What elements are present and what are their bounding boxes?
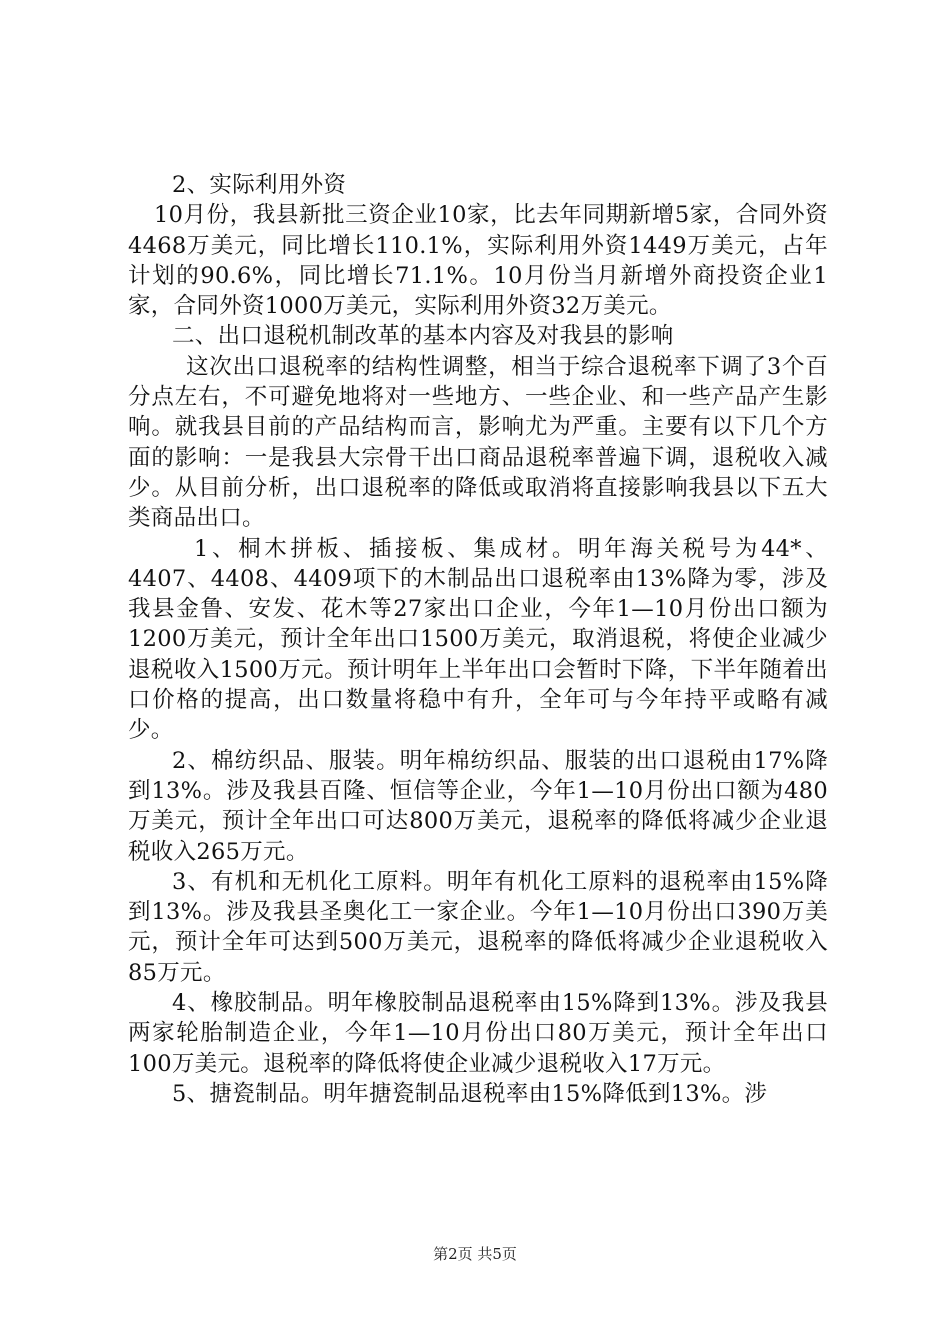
paragraph-item-enamel: 5、搪瓷制品。明年搪瓷制品退税率由15%降低到13%。涉 — [172, 1080, 768, 1107]
paragraph-tax-reform-impact: 这次出口退税率的结构性调整，相当于综合退税率下调了3个百分点左右，不可避免地将对一些地方、一些企业、和一些产品产生影响。就我县目前的产品结构而言，影响尤为严重。主要有以下几个方面的影响：一是我县大宗骨干出口商品退税率普遍下调，退税收入减少。从目前分析，出口退税率的降低或取消将直接影响我县以下五大类商品出口。 — [128, 353, 828, 532]
paragraph-foreign-investment: 10月份，我县新批三资企业10家，比去年同期新增5家，合同外资4468万美元，同比增长110.1%，实际利用外资1449万美元，占年计划的90.6%，同比增长71.1%。10月份当月新增外商投资企业1家，合同外资1000万美元，实际利用外资32万美元。 — [128, 202, 828, 320]
paragraph-item-wood-products: 1、桐木拼板、插接板、集成材。明年海关税号为44*、4407、4408、4409项下的木制品出口退税率由13%降为零，涉及我县金鲁、安发、花木等27家出口企业，今年1—10月份出口额为1200万美元，预计全年出口1500万美元，取消退税，将使企业减少退税收入1500万元。预计明年上半年出口会暂时下降，下半年随着出口价格的提高，出口数量将稳中有升，全年可与今年持平或略有减少。 — [128, 535, 828, 744]
document-body — [128, 170, 828, 1109]
section-heading-tax-reform: 二、出口退税机制改革的基本内容及对我县的影响 — [172, 323, 674, 350]
page-footer: 第2页 共5页 — [433, 1245, 517, 1263]
paragraph-item-chemicals: 3、有机和无机化工原料。明年有机化工原料的退税率由15%降到13%。涉及我县圣奥化工一家企业。今年1—10月份出口390万美元，预计全年可达到500万美元，退税率的降低将减少企业退税收入85万元。 — [128, 868, 828, 986]
paragraph-item-textiles: 2、棉纺织品、服装。明年棉纺织品、服装的出口退税由17%降到13%。涉及我县百隆、恒信等企业，今年1—10月份出口额为480万美元，预计全年出口可达800万美元，退税率的降低将减少企业退税收入265万元。 — [128, 747, 828, 865]
section-heading-foreign-investment: 2、实际利用外资 — [172, 172, 347, 198]
paragraph-item-rubber: 4、橡胶制品。明年橡胶制品退税率由15%降到13%。涉及我县两家轮胎制造企业，今年1—10月份出口80万美元，预计全年出口100万美元。退税率的降低将使企业减少退税收入17万元。 — [128, 990, 828, 1077]
